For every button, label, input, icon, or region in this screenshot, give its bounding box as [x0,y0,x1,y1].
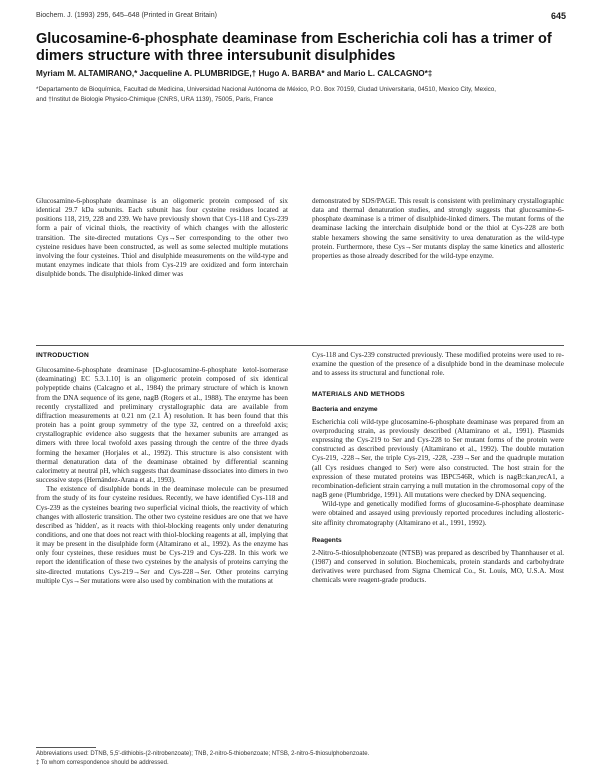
footnote-correspondence: ‡ To whom correspondence should be addressed. [36,759,169,766]
methods-paragraph-1: Escherichia coli wild-type glucosamine-6-phosphate deaminase was prepared from an overproducing strain, as previously described (Altamirano et al., 1991). Plasmids expressing the Cys-219 to Ser and Cys-228 to Ser mutant forms of the protein were constructed as described previously (Altamirano et al., 1992). The double mutation Cys-219, -228→Ser, the triple Cys-219, -228, -239→Ser and the quadruple mutation (all Cys residues changed to Ser) were also constructed. The host strain for the expression of these mutated proteins was IBPC546R, which is nagB::kan,recA1, a recombination-deficient strain carrying a null mutation in the chromosomal copy of the nagB gene (Plumbridge, 1991). All mutations were checked by DNA sequencing. [312,417,564,500]
intro-paragraph-2: The existence of disulphide bonds in the deaminase molecule can be presumed from the study of its four cysteine residues. Recently, we have identified Cys-118 and Cys-239 as the cysteines bearing two superficial vicinal thiols, the reactivity of which changes with allosteric transition. The other two cysteine residues are one that we have described as 'hidden', as it reacts with thiol-blocking reagents only under denaturing conditions, and one that does not react with thiol-blocking reagents at all, implying that it may be present in the disulphide form (Altamirano et al., 1992). As the enzyme has only four cysteines, these residues must be Cys-219 and Cys-228. In this work we report the identification of these two cysteines by the analysis of proteins carrying the site-directed mutations Cys-219→Ser and Cys-228→Ser. Other proteins carrying multiple Cys→Ser mutations were also used by combination with the mutations at [36,485,288,585]
intro-paragraph-3: Cys-118 and Cys-239 constructed previously. These modified proteins were used to re-examine the question of the presence of a disulphide bond in the deaminase molecule and to assess its structural and functional role. [312,351,564,378]
bacteria-subheading: Bacteria and enzyme [312,405,378,413]
intro-paragraph-1: Glucosamine-6-phosphate deaminase [D-glucosamine-6-phosphate ketol-isomerase (deaminating) EC 5.3.1.10] is an oligomeric protein composed of six identical polypeptide chains (Calcagno et al., 1984) the primary structure of which is known from the DNA sequence of its gene, nagB (Rogers et al., 1988). The enzyme has been recently crystallized and preliminary crystallographic data are available from diffraction measurements at 0.21 nm (2.1 Å) resolution. It has been found that this protein has a point group symmetry of the type 32, centred on a threefold axis; crystallographic evidence also suggests that the hexamer subunits are arranged as dimers with three local twofold axes passing through the centre of the three dyads forming the hexamer (Horjales et al., 1992). This structure is also consistent with thermal denaturation data of the deaminase obtained by differential scanning calorimetry at neutral pH, which suggests that deaminase dissociates into dimers in two successive steps (Hernández-Arana et al., 1993). [36,366,288,485]
running-head: Biochem. J. (1993) 295, 645–648 (Printed in Great Britain) [36,12,217,19]
footnote-abbreviations: Abbreviations used: DTNB, 5,5'-dithiobis-(2-nitrobenzoate); TNB, 2-nitro-5-thiobenzoate; NTSB, 2-nitro-5-thiosulphobenzoate. [36,751,370,757]
reagents-subheading: Reagents [312,536,342,544]
affiliation-france: and †Institut de Biologie Physico-Chimique (CNRS, URA 1139), 75005, Paris, France [36,95,274,103]
abstract-right-column: demonstrated by SDS/PAGE. This result is consistent with preliminary crystallographic data and thermal denaturation studies, and strongly suggests that glucosamine-6-phosphate deaminase is a trimer of disulphide-linked dimers. The mutant forms of the deaminase lacking the interchain disulphide bond or the thiol at Cys-228 are both stable hexamers showing the same sensitivity to urea denaturation as the wild-type protein. Furthermore, these Cys→Ser mutants display the same kinetics and allosteric properties as those already described for the wild-type enzyme. [312,197,564,260]
affiliation-mexico: *Departamento de Bioquímica, Facultad de Medicina, Universidad Nacional Autónoma de México, P.O. Box 70159, Ciudad Universitaria, 04510, Mexico City, Mexico, [36,86,497,93]
abstract-left-column: Glucosamine-6-phosphate deaminase is an oligomeric protein composed of six identical 29.7 kDa subunits. Each subunit has four cysteine residues located at positions 118, 219, 228 and 239. We have previously shown that Cys-118 and Cys-239 form a pair of vicinal thiols, the reactivity of which changes with the allosteric transition. The site-directed mutations Cys→Ser corresponding to the other two cysteine residues have been constructed, as well as some selected multiple mutations involving the four cysteines. Thiol and disulphide measurements on the wild-type and mutant enzymes indicate that thiols from Cys-219 are oxidized and form interchain disulphide bonds. The disulphide-linked dimer was [36,197,288,279]
author-list: Myriam M. ALTAMIRANO,* Jacqueline A. PLUMBRIDGE,† Hugo A. BARBA* and Mario L. CALCAGNO*‡ [36,69,433,78]
abstract [36,197,564,346]
article-title: Glucosamine-6-phosphate deaminase from Escherichia coli has a trimer of dimers structure with three intersubunit disulphides [36,31,552,64]
footnote-rule [36,747,96,748]
methods-heading: MATERIALS AND METHODS [312,391,405,399]
footnotes [36,750,564,767]
body-left-column [36,351,288,586]
introduction-heading: INTRODUCTION [36,352,89,359]
methods-paragraph-2: Wild-type and genetically modified forms of glucosamine-6-phosphate deaminase were obtained and assayed using previously reported procedures including allosteric-site affinity chromatography (Altamirano et al., 1991, 1992). [312,500,564,527]
affiliations [36,85,566,105]
page-number: 645 [550,11,566,21]
methods-paragraph-3: 2-Nitro-5-thiosulphobenzoate (NTSB) was prepared as described by Thannhauser et al. (1987) and conserved in solution. Biochemicals, protein standards and carbohydrate derivatives were purchased from Sigma Chemical Co., St. Louis, MO, U.S.A. Most chemicals were reagent-grade products. [312,548,564,585]
body-right-column [312,351,564,585]
